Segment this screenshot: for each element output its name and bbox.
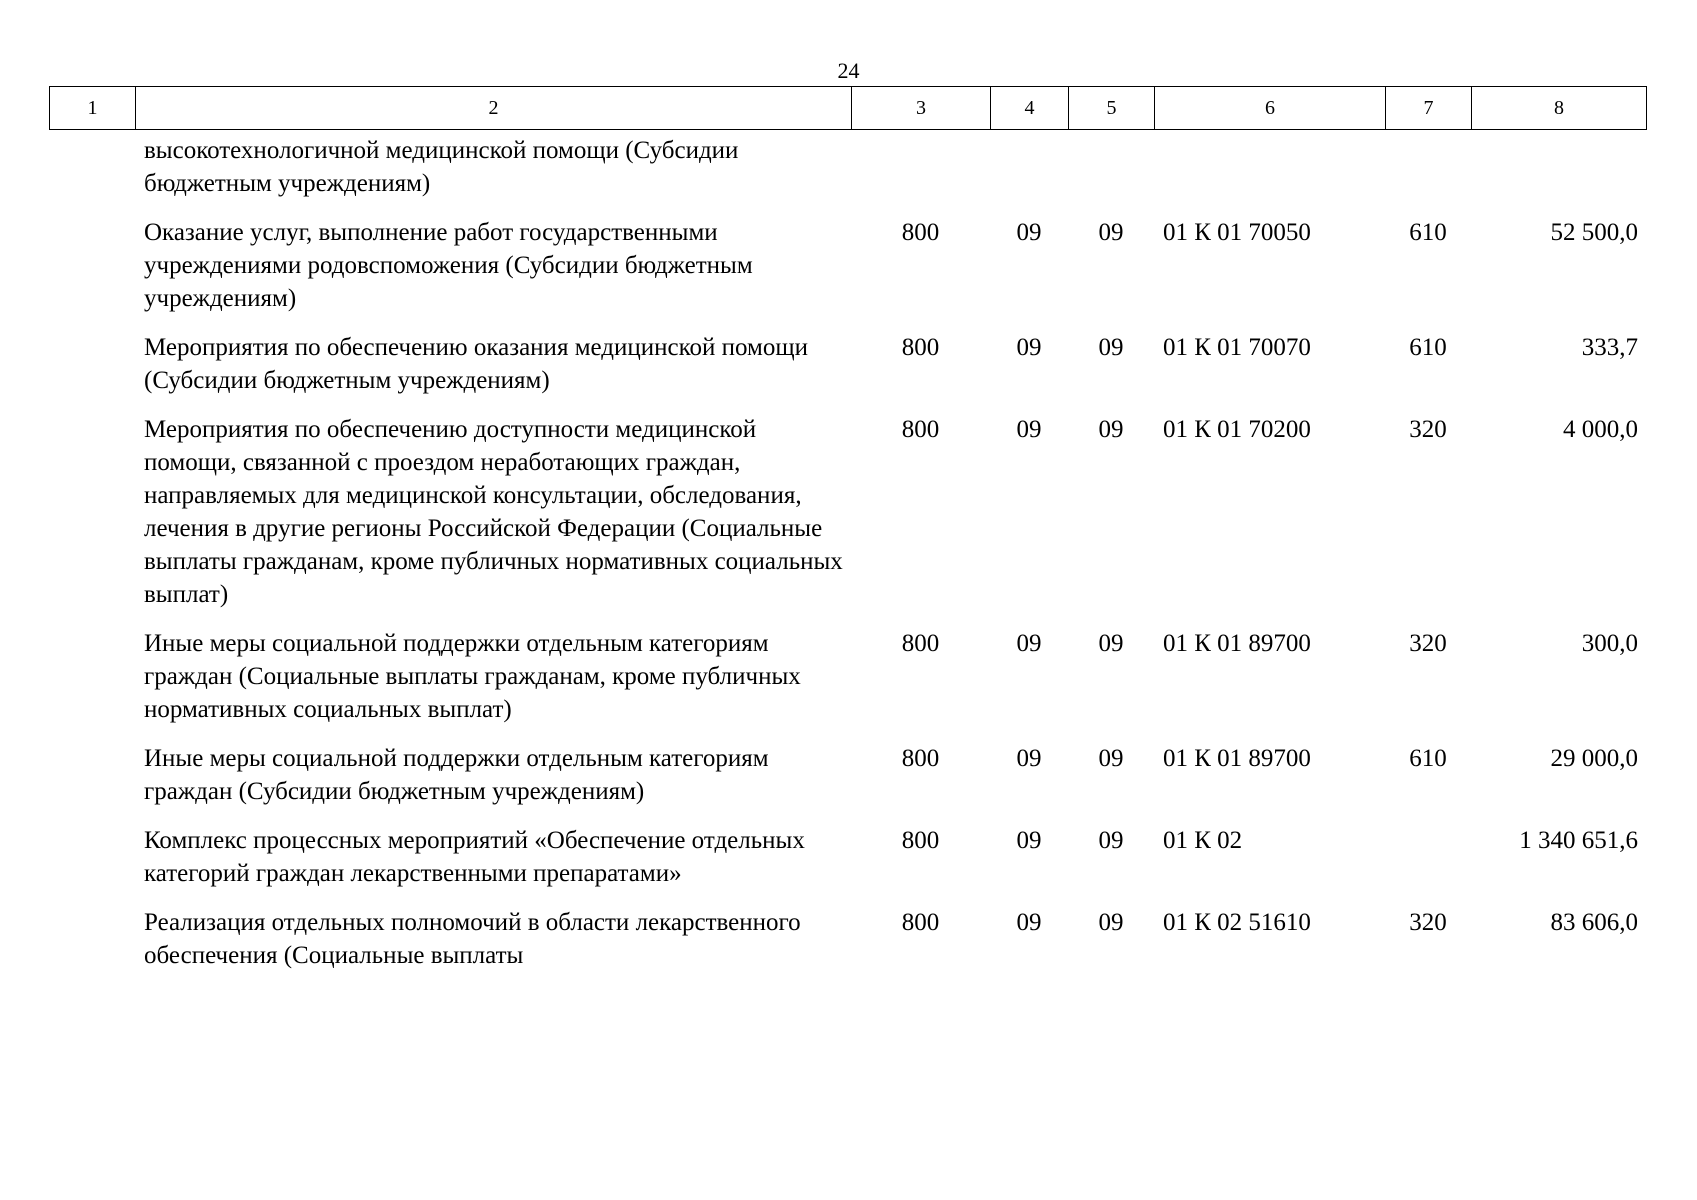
table-row <box>49 413 1646 627</box>
row-ministry-code: 800 <box>901 416 940 443</box>
header-col-7: 7 <box>1386 87 1472 130</box>
row-spacer <box>49 906 135 988</box>
table-row <box>49 134 1646 216</box>
budget-table-body <box>49 134 1646 988</box>
table-row <box>49 742 1646 824</box>
row-ministry-code: 800 <box>901 909 940 936</box>
row-spacer <box>49 134 135 216</box>
row-expense-type: 610 <box>1409 219 1447 246</box>
row-description: Мероприятия по обеспечению доступности медицинской помощи, связанной с проездом неработающих граждан, направляемых для медицинской консультации, обследования, лечения в другие регионы Российской Федерации (Социальные выплаты гражданам, кроме публичных нормативных социальных выплат) <box>144 416 843 608</box>
row-ministry-code: 800 <box>901 745 940 772</box>
row-amount: 300,0 <box>1581 630 1638 657</box>
row-amount: 29 000,0 <box>1550 745 1638 772</box>
header-col-8: 8 <box>1472 87 1647 130</box>
table-row <box>49 216 1646 331</box>
row-target-article <box>1154 134 1385 216</box>
header-col-3: 3 <box>852 87 991 130</box>
row-target-article: 01 К 02 51610 <box>1163 909 1311 936</box>
row-spacer <box>49 331 135 413</box>
row-section-code: 09 <box>1016 219 1042 246</box>
row-amount: 1 340 651,6 <box>1519 827 1638 854</box>
row-subsection-code: 09 <box>1098 334 1124 361</box>
header-row <box>50 87 1647 130</box>
row-subsection-code: 09 <box>1098 416 1124 443</box>
column-number-header <box>49 86 1647 130</box>
row-amount: 83 606,0 <box>1550 909 1638 936</box>
row-spacer <box>49 824 135 906</box>
row-subsection-code: 09 <box>1098 827 1124 854</box>
row-target-article: 01 К 01 89700 <box>1163 630 1311 657</box>
table-row <box>49 627 1646 742</box>
header-col-6: 6 <box>1155 87 1386 130</box>
row-spacer <box>49 742 135 824</box>
row-ministry-code: 800 <box>901 630 940 657</box>
row-subsection-code <box>1068 134 1154 216</box>
row-section-code: 09 <box>1016 630 1042 657</box>
row-target-article: 01 К 01 70200 <box>1163 416 1311 443</box>
row-description: Иные меры социальной поддержки отдельным категориям граждан (Социальные выплаты гражданам, кроме публичных нормативных социальных выплат) <box>144 630 801 723</box>
row-spacer <box>49 216 135 331</box>
row-expense-type <box>1385 134 1471 216</box>
row-target-article: 01 К 01 89700 <box>1163 745 1311 772</box>
row-subsection-code: 09 <box>1098 219 1124 246</box>
row-section-code: 09 <box>1016 745 1042 772</box>
row-subsection-code: 09 <box>1098 909 1124 936</box>
row-spacer <box>49 627 135 742</box>
row-amount: 4 000,0 <box>1563 416 1638 443</box>
row-section-code: 09 <box>1016 827 1042 854</box>
row-section-code: 09 <box>1016 416 1042 443</box>
row-subsection-code: 09 <box>1098 630 1124 657</box>
row-ministry-code <box>851 134 990 216</box>
row-description: Комплекс процессных мероприятий «Обеспечение отдельных категорий граждан лекарственными препаратами» <box>144 827 805 887</box>
row-expense-type <box>1385 824 1471 906</box>
row-ministry-code: 800 <box>901 334 940 361</box>
row-target-article: 01 К 02 <box>1163 827 1243 854</box>
table-row <box>49 331 1646 413</box>
header-col-4: 4 <box>991 87 1069 130</box>
row-description: Оказание услуг, выполнение работ государственными учреждениями родовспоможения (Субсидии бюджетным учреждениям) <box>144 219 753 312</box>
row-target-article: 01 К 01 70050 <box>1163 219 1311 246</box>
row-section-code <box>990 134 1068 216</box>
header-col-5: 5 <box>1069 87 1155 130</box>
page-number: 24 <box>837 58 860 83</box>
row-description: Реализация отдельных полномочий в области лекарственного обеспечения (Социальные выплаты <box>144 909 801 969</box>
row-expense-type: 320 <box>1409 909 1447 936</box>
table-row <box>49 906 1646 988</box>
row-expense-type: 320 <box>1409 630 1447 657</box>
row-amount <box>1471 134 1646 216</box>
row-expense-type: 610 <box>1409 334 1447 361</box>
row-amount: 333,7 <box>1581 334 1638 361</box>
header-col-1: 1 <box>50 87 136 130</box>
row-description: Иные меры социальной поддержки отдельным категориям граждан (Субсидии бюджетным учреждениям) <box>144 745 769 805</box>
row-ministry-code: 800 <box>901 219 940 246</box>
header-col-2: 2 <box>136 87 852 130</box>
row-target-article: 01 К 01 70070 <box>1163 334 1311 361</box>
row-section-code: 09 <box>1016 334 1042 361</box>
row-description: высокотехнологичной медицинской помощи (Субсидии бюджетным учреждениям) <box>144 137 739 197</box>
row-ministry-code: 800 <box>901 827 940 854</box>
row-expense-type: 610 <box>1409 745 1447 772</box>
row-spacer <box>49 413 135 627</box>
row-amount: 52 500,0 <box>1550 219 1638 246</box>
table-row <box>49 824 1646 906</box>
row-expense-type: 320 <box>1409 416 1447 443</box>
row-subsection-code: 09 <box>1098 745 1124 772</box>
row-description: Мероприятия по обеспечению оказания медицинской помощи (Субсидии бюджетным учреждениям) <box>144 334 808 394</box>
row-section-code: 09 <box>1016 909 1042 936</box>
